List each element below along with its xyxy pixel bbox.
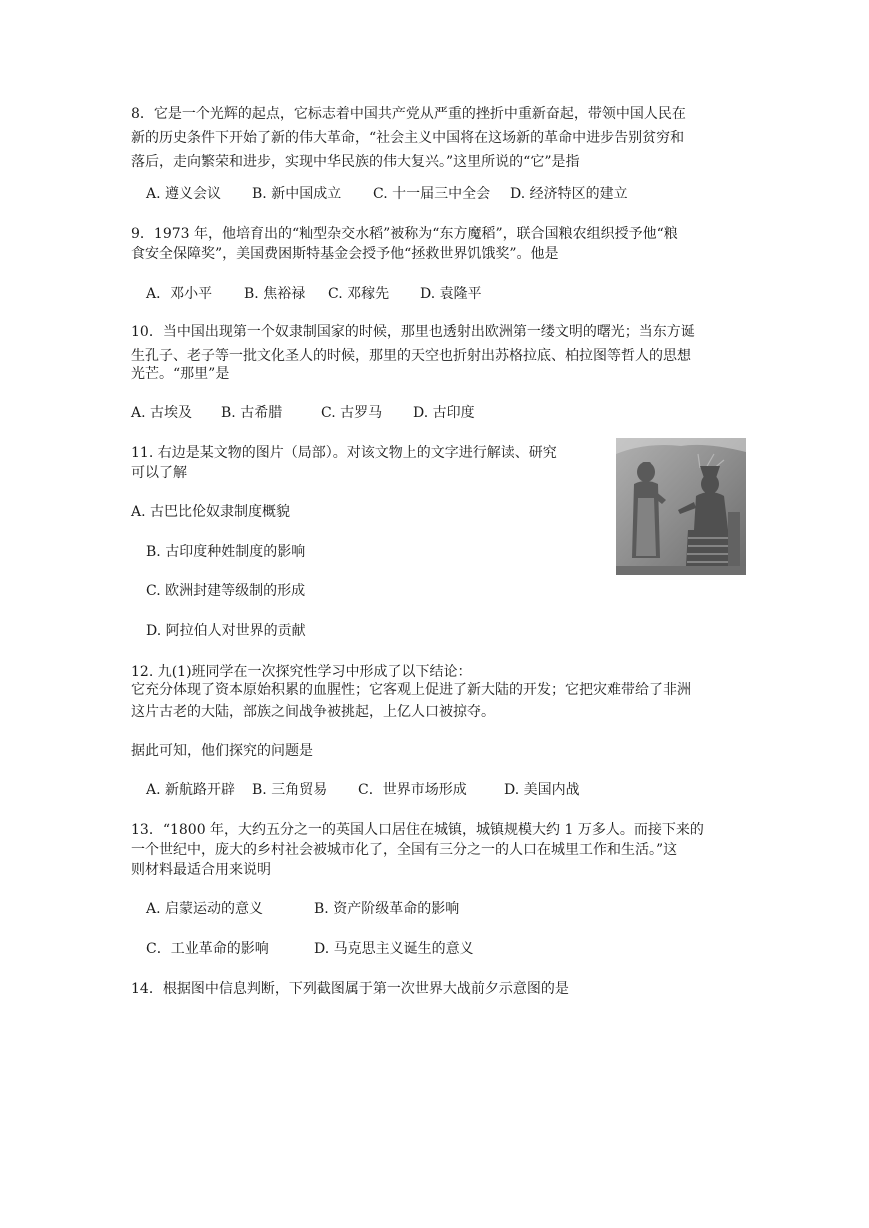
q12-stem-line-3: 这片古老的大陆，部族之间战争被挑起，上亿人口被掠夺。	[131, 704, 495, 720]
q13-option-a[interactable]: A. 启蒙运动的意义	[146, 901, 264, 917]
q13-option-d[interactable]: D. 马克思主义诞生的意义	[314, 941, 474, 957]
q12-option-c[interactable]: C．世界市场形成	[358, 782, 467, 798]
q10-option-d[interactable]: D. 古印度	[413, 405, 475, 421]
q11-option-c[interactable]: C. 欧洲封建等级制的形成	[146, 583, 306, 599]
q13-option-c[interactable]: C．工业革命的影响	[146, 941, 269, 957]
q13-stem-line-1: 13．“1800 年，大约五分之一的英国人口居住在城镇，城镇规模大约 1 万多人。而接下来的	[131, 822, 704, 838]
q12-option-d[interactable]: D. 美国内战	[504, 782, 580, 798]
q12-stem-line-2: 它充分体现了资本原始积累的血腥性；它客观上促进了新大陆的开发；它把灾难带给了非洲	[131, 682, 691, 698]
q12-option-a[interactable]: A. 新航路开辟	[146, 782, 236, 798]
q10-options	[131, 403, 475, 423]
q9-stem-line-2: 食安全保障奖”，美国费困斯特基金会授予他“拯救世界饥饿奖”。他是	[131, 246, 559, 262]
q8-option-d[interactable]: D. 经济特区的建立	[510, 186, 628, 202]
q8-options	[146, 184, 628, 204]
q9-option-a[interactable]: A．邓小平	[146, 286, 213, 302]
q11-option-d[interactable]: D. 阿拉伯人对世界的贡献	[146, 623, 306, 639]
q9-options	[146, 284, 482, 304]
q14-stem: 14．根据图中信息判断，下列截图属于第一次世界大战前夕示意图的是	[131, 981, 569, 997]
q9-option-d[interactable]: D. 袁隆平	[420, 286, 482, 302]
q10-stem-line-2: 生孔子、老子等一批文化圣人的时候，那里的天空也折射出苏格拉底、柏拉图等哲人的思想	[131, 348, 691, 364]
q10-stem-line-3: 光芒。“那里”是	[131, 366, 230, 382]
q13-option-b[interactable]: B. 资产阶级革命的影响	[314, 901, 460, 917]
q8-option-c[interactable]: C. 十一届三中全会	[373, 186, 491, 202]
q12-options	[146, 780, 580, 800]
q13-options-row-2	[146, 939, 474, 959]
q12-option-b[interactable]: B. 三角贸易	[252, 782, 328, 798]
q9-option-c[interactable]: C. 邓稼先	[328, 286, 390, 302]
q13-stem-line-2: 一个世纪中，庞大的乡村社会被城市化了，全国有三分之一的人口在城里工作和生活。”这	[131, 842, 678, 858]
q11-option-a[interactable]: A. 古巴比伦奴隶制度概貌	[131, 504, 291, 520]
q10-stem-line-1: 10．当中国出现第一个奴隶制国家的时候，那里也透射出欧洲第一缕文明的曙光；当东方诞	[131, 324, 695, 340]
q13-stem-line-3: 则材料最适合用来说明	[131, 862, 271, 878]
q11-stem-line-1: 11. 右边是某文物的图片（局部）。对该文物上的文字进行解读、研究	[131, 445, 557, 461]
q11-option-b[interactable]: B. 古印度种姓制度的影响	[146, 544, 306, 560]
q9-stem-line-1: 9．1973 年，他培育出的“籼型杂交水稻”被称为“东方魔稻”，联合国粮农组织授予他“粮	[131, 226, 678, 242]
q12-question: 据此可知，他们探究的问题是	[131, 743, 313, 759]
q8-stem-line-3: 落后，走向繁荣和进步，实现中华民族的伟大复兴。”这里所说的“它”是指	[131, 154, 580, 170]
q13-options-row-1	[146, 899, 459, 919]
q12-stem-line-1: 12. 九(1)班同学在一次探究性学习中形成了以下结论：	[131, 664, 472, 680]
q10-option-a[interactable]: A. 古埃及	[131, 405, 193, 421]
q8-option-b[interactable]: B. 新中国成立	[252, 186, 342, 202]
q10-option-c[interactable]: C. 古罗马	[321, 405, 383, 421]
q11-stem-line-2: 可以了解	[131, 465, 187, 481]
q8-stem-line-1: 8．它是一个光辉的起点，它标志着中国共产党从严重的挫折中重新奋起，带领中国人民在	[131, 106, 686, 122]
q8-option-a[interactable]: A. 遵义会议	[146, 186, 222, 202]
q8-stem-line-2: 新的历史条件下开始了新的伟大革命，“社会主义中国将在这场新的革命中进步告别贫穷和	[131, 130, 685, 146]
stele-relief-image	[616, 438, 746, 575]
q10-option-b[interactable]: B. 古希腊	[221, 405, 283, 421]
q9-option-b[interactable]: B. 焦裕禄	[244, 286, 306, 302]
